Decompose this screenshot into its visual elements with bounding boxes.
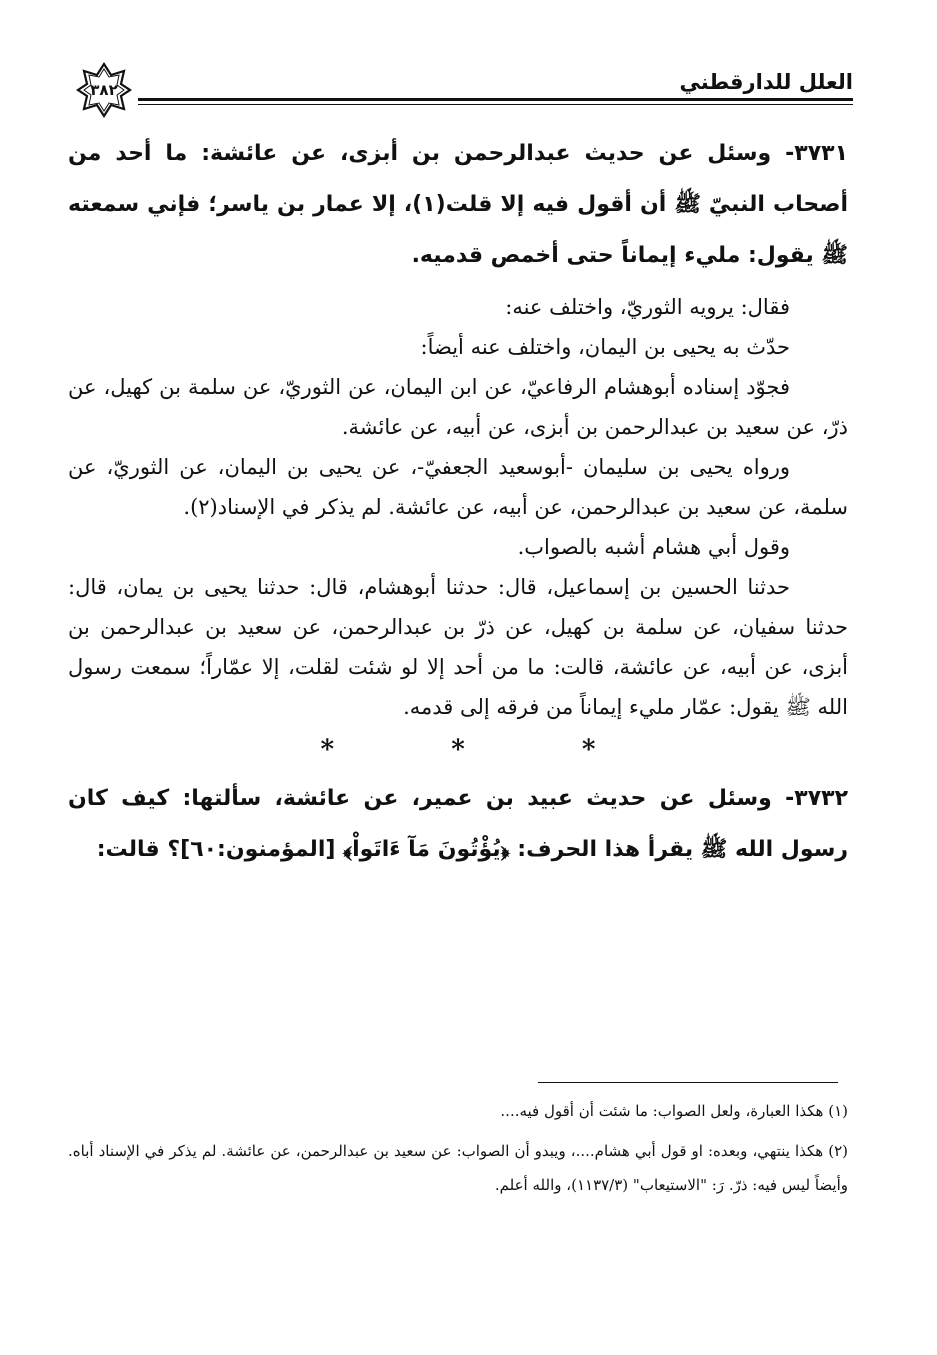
- answer-paragraph: فقال: يرويه الثوريّ، واختلف عنه:: [505, 295, 790, 319]
- answer-paragraph: وقول أبي هشام أشبه بالصواب.: [517, 535, 790, 559]
- header-rule-thin: [138, 104, 853, 105]
- section-separator: * * *: [320, 735, 650, 765]
- header-rule-thick: [138, 98, 853, 101]
- isnad-paragraph: حدثنا الحسين بن إسماعيل، قال: حدثنا أبوهشام، قال: حدثنا يحيى بن يمان، قال: حدثنا سفيان، عن سلمة بن كهيل، عن ذرّ بن عبدالرحمن، عن سعيد بن عبدالرحمن بن أبزى، عن أبيه، عن عائشة، قالت: ما من أحد إلا لو شئت لقلت، إلا عمّاراً؛ سمعت رسول الله ﷺ يقول: عمّار مليء إيماناً من فرقه إلى قدمه.: [68, 575, 848, 719]
- footnote-2: (٢) هكذا ينتهي، وبعده: او قول أبي هشام....، ويبدو أن الصواب: عن سعيد بن عبدالرحمن، عن عائشة. لم يذكر في الإسناد أباه. وأيضاً ليس فيه: ذرّ. رَ: "الاستيعاب" (١١٣٧/٣)، والله أعلم.: [68, 1142, 848, 1194]
- main-text: [68, 128, 848, 881]
- answer-paragraph: ورواه يحيى بن سليمان -أبوسعيد الجعفيّ-، عن يحيى بن اليمان، عن الثوريّ، عن سلمة، عن سعيد بن عبدالرحمن، عن أبيه، عن عائشة. لم يذكر في الإسناد(٢).: [68, 455, 848, 519]
- running-title: العلل للدارقطني: [679, 70, 853, 94]
- footnote-divider: [538, 1082, 838, 1083]
- page-number: ٣٨٢: [90, 81, 118, 99]
- page-header: [68, 56, 853, 120]
- footnotes: [68, 1094, 848, 1208]
- answer-paragraph: حدّث به يحيى بن اليمان، واختلف عنه أيضاً:: [420, 335, 790, 359]
- footnote-1: (١) هكذا العبارة، ولعل الصواب: ما شئت أن أقول فيه....: [500, 1102, 848, 1120]
- answer-paragraph: فجوّد إسناده أبوهشام الرفاعيّ، عن ابن اليمان، عن الثوريّ، عن سلمة بن كهيل، عن ذرّ، عن سعيد بن عبدالرحمن بن أبزى، عن أبيه، عن عائشة.: [68, 375, 848, 439]
- question-3731: ٣٧٣١- وسئل عن حديث عبدالرحمن بن أبزى، عن عائشة: ما أحد من أصحاب النبيّ ﷺ أن أقول فيه إلا قلت(١)، إلا عمار بن ياسر؛ فإني سمعته ﷺ يقول: مليء إيماناً حتى أخمص قدميه.: [68, 141, 848, 268]
- question-3732: ٣٧٣٢- وسئل عن حديث عبيد بن عمير، عن عائشة، سألتها: كيف كان رسول الله ﷺ يقرأ هذا الحرف: ﴿يُؤْتُونَ مَآ ءَاتَواْ﴾ [المؤمنون:٦٠]؟ قالت:: [68, 786, 848, 862]
